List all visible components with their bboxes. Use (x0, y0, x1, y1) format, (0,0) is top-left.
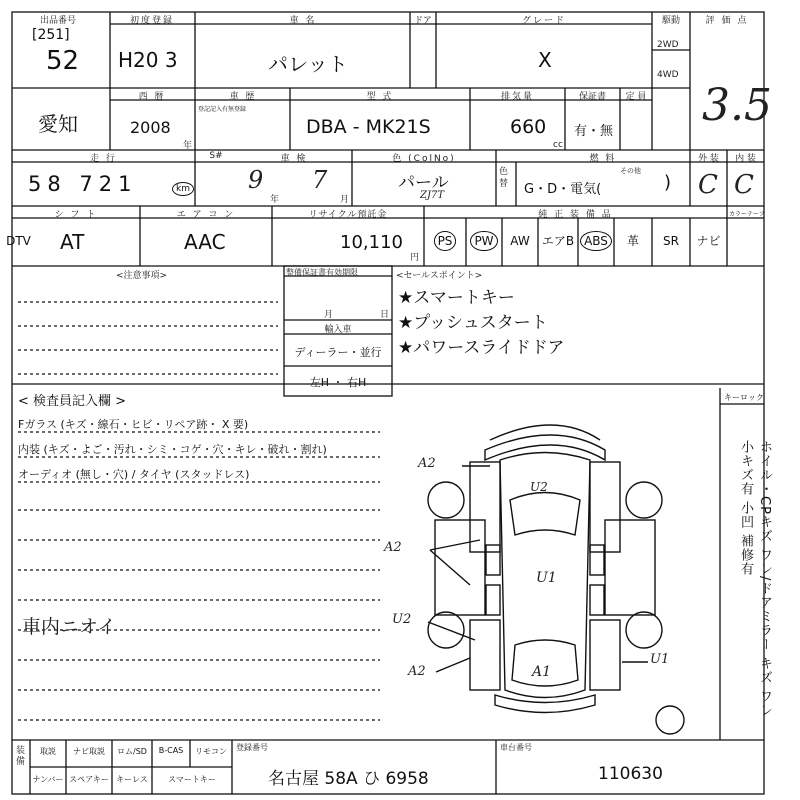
year-label: 西 暦 (138, 92, 166, 102)
equipment-label: DTV (6, 234, 31, 248)
vin-value: 110630 (598, 764, 663, 784)
ac-label: エ ア コ ン (176, 210, 236, 220)
shift-value: AT (60, 230, 85, 254)
mark-u1-rear: U1 (650, 652, 670, 667)
service-label: 整備保証書有効期限 (286, 268, 358, 277)
equipment-item (578, 230, 614, 251)
footer-item: キーレス (116, 775, 148, 784)
plate-label: 登録番号 (236, 743, 268, 752)
mark-line (436, 658, 470, 672)
year-unit: 年 (183, 141, 193, 151)
footer-item: ロム/SD (117, 747, 147, 756)
service-day: 日 (380, 310, 390, 320)
color-label: 色 (ColNo) (392, 154, 456, 164)
capacity-label: 定 員 (625, 92, 647, 102)
mark-line (430, 550, 470, 585)
inspector-line-interior: 内装 (キズ・よご・汚れ・シミ・コゲ・穴・キレ・破れ・割れ) (18, 443, 327, 456)
cc-value: 660 (510, 116, 547, 138)
rating-value: 3.5 (702, 80, 772, 131)
mark-line (428, 622, 475, 640)
drive-2wd: 2WD (657, 40, 679, 50)
door-label: ドア (414, 16, 432, 26)
footer-label: 装備 (16, 746, 26, 767)
right-rear-wheel (626, 612, 662, 648)
color-value: パール (398, 173, 449, 193)
left-rear-door (486, 585, 500, 615)
interior-label: 内 装 (735, 154, 756, 164)
mark-line (430, 540, 480, 550)
fuel-label: 燃 料 (589, 154, 617, 164)
left-rear-wheel (428, 612, 464, 648)
equipment-label: AW (510, 234, 530, 248)
inspection-month-unit: 月 (340, 195, 350, 205)
sales-point: ★パワースライドドア (398, 338, 565, 358)
warranty-label: 保証書 (578, 92, 606, 102)
import-label: 輸入車 (324, 325, 352, 335)
equipment-label: 革 (626, 234, 639, 248)
rating-label: 評 価 点 (705, 16, 749, 26)
footer-item: ナンバー (32, 775, 64, 784)
footer-item: リモコン (195, 747, 227, 756)
car-name-label: 車 名 (289, 16, 317, 26)
ac-value: AAC (184, 230, 226, 254)
lot-sub: [251] (32, 27, 70, 43)
service-month: 月 (324, 310, 334, 320)
mileage-unit: km (172, 182, 194, 196)
year-value: 2008 (130, 118, 171, 137)
equipment-item (0, 230, 37, 250)
model-value: DBA - MK21S (306, 116, 431, 138)
first-reg-value: H20 3 (118, 48, 178, 72)
sales-label: <セールスポイント> (396, 271, 483, 281)
equipment-label: ABS (580, 231, 612, 251)
car-tv-label: カラーテーブ (729, 211, 765, 218)
fuel-value: G・D・電気( (524, 182, 602, 197)
inspector-line-glass: Fガラス (キズ・線石・ヒビ・リペア跡・ X 要) (18, 418, 249, 431)
mark-a1-rear: A1 (532, 664, 552, 680)
car-damage-diagram (400, 400, 720, 740)
equipment-label: PS (434, 231, 457, 251)
left-front-wheel (428, 482, 464, 518)
grade-value: X (538, 48, 552, 72)
equipment-label: ナビ (696, 234, 721, 248)
footer-item: ナビ取説 (73, 747, 105, 756)
handwritten-note: 車内ニオイ (22, 616, 117, 638)
handle-label: 左H ・ 右H (309, 376, 367, 389)
lot-number: 52 (46, 46, 80, 76)
footer-item: 取説 (40, 747, 56, 756)
mileage-label: 走 行 (90, 154, 117, 164)
equipment-item (614, 230, 652, 250)
caution-label: <注意事項> (116, 271, 168, 281)
plate-value: 名古屋 58A ひ 6958 (268, 769, 429, 789)
exterior-label: 外 装 (698, 154, 719, 164)
mileage-value: 58 721 (28, 172, 138, 196)
cc-unit: cc (553, 140, 563, 150)
grade-label: グレード (521, 16, 566, 26)
drive-4wd: 4WD (657, 70, 679, 80)
equipment-label: PW (470, 231, 497, 251)
s-label: S# (209, 151, 223, 161)
color-code: ZJ7T (420, 190, 444, 201)
shift-label: シ フ ト (54, 210, 98, 220)
right-mirror (590, 545, 604, 575)
right-rear-door (590, 585, 604, 615)
sales-point: ★スマートキー (398, 288, 515, 308)
chassis-label: 車 歴 (229, 92, 257, 102)
car-name: パレット (268, 52, 348, 76)
inspection-month: 7 (312, 166, 328, 194)
inspection-year-unit: 年 (270, 195, 280, 205)
recycle-unit: 円 (410, 253, 420, 263)
right-front-wheel (626, 482, 662, 518)
model-label: 型 式 (366, 92, 394, 102)
cc-label: 排気量 (500, 92, 534, 102)
footer-item: スペアキー (69, 775, 109, 784)
front-bumper (490, 425, 600, 440)
equipment-item (652, 230, 690, 250)
keylock-label: キーロック (724, 393, 764, 402)
mark-u1-center: U1 (536, 570, 557, 586)
inspector-label: < 検査員記入欄 > (18, 394, 127, 409)
equipment-label: エアB (541, 234, 575, 248)
sales-point: ★プッシュスタート (398, 313, 548, 333)
chassis-sub: 登記記入有無登録 (198, 106, 247, 113)
equipment-item (466, 230, 502, 251)
spare-tire (656, 706, 684, 734)
first-reg-label: 初度登録 (129, 16, 174, 26)
footer-item: B-CAS (158, 746, 184, 755)
left-rear-fender (470, 620, 500, 690)
region: 愛知 (38, 112, 78, 136)
left-mirror (486, 545, 500, 575)
mark-u2-top: U2 (530, 480, 548, 494)
inspection-year: 9 (248, 166, 264, 194)
side-notes: ホイル・CPキズ ワレ/ドアミラー キズ ワレ 小キズ有 小凹 補修有 (738, 440, 772, 718)
interior-value: C (734, 170, 754, 200)
exterior-value: C (698, 170, 718, 200)
fuel-other: その他 (620, 167, 641, 175)
inspection-label: 車 検 (280, 154, 308, 164)
color-side: 色替 (499, 167, 509, 189)
equipment-item (502, 230, 538, 250)
vin-label: 車台番号 (500, 743, 532, 752)
fuel-close: ) (664, 172, 672, 193)
front-bumper-lower (485, 435, 605, 460)
equipment-item (690, 230, 727, 250)
equipment-item (538, 230, 578, 250)
equipment-item (424, 230, 466, 251)
inspector-line-audio: オーディオ (無し・穴) / タイヤ (スタッドレス) (18, 468, 250, 481)
equipment-label: 純 正 装 備 品 (538, 210, 613, 220)
dealer-label: ディーラー・並行 (294, 346, 382, 359)
sales-points (398, 286, 564, 361)
mark-a2-front: A2 (418, 456, 436, 471)
drive-label: 駆動 (661, 16, 680, 26)
left-side-panel (435, 520, 485, 615)
windshield (510, 493, 580, 536)
right-side-panel (605, 520, 655, 615)
equipment-label: SR (663, 234, 679, 248)
recycle-label: リサイクル預託金 (308, 210, 388, 220)
recycle-value: 10,110 (340, 232, 403, 253)
warranty-value: 有・無 (574, 124, 614, 139)
mark-a2-mid: A2 (384, 540, 402, 555)
footer-item: スマートキー (168, 775, 216, 784)
lot-label: 出品番号 (40, 16, 77, 26)
right-rear-fender (590, 620, 620, 690)
mark-u2-left: U2 (392, 612, 412, 627)
mark-a2-rear: A2 (408, 664, 426, 679)
